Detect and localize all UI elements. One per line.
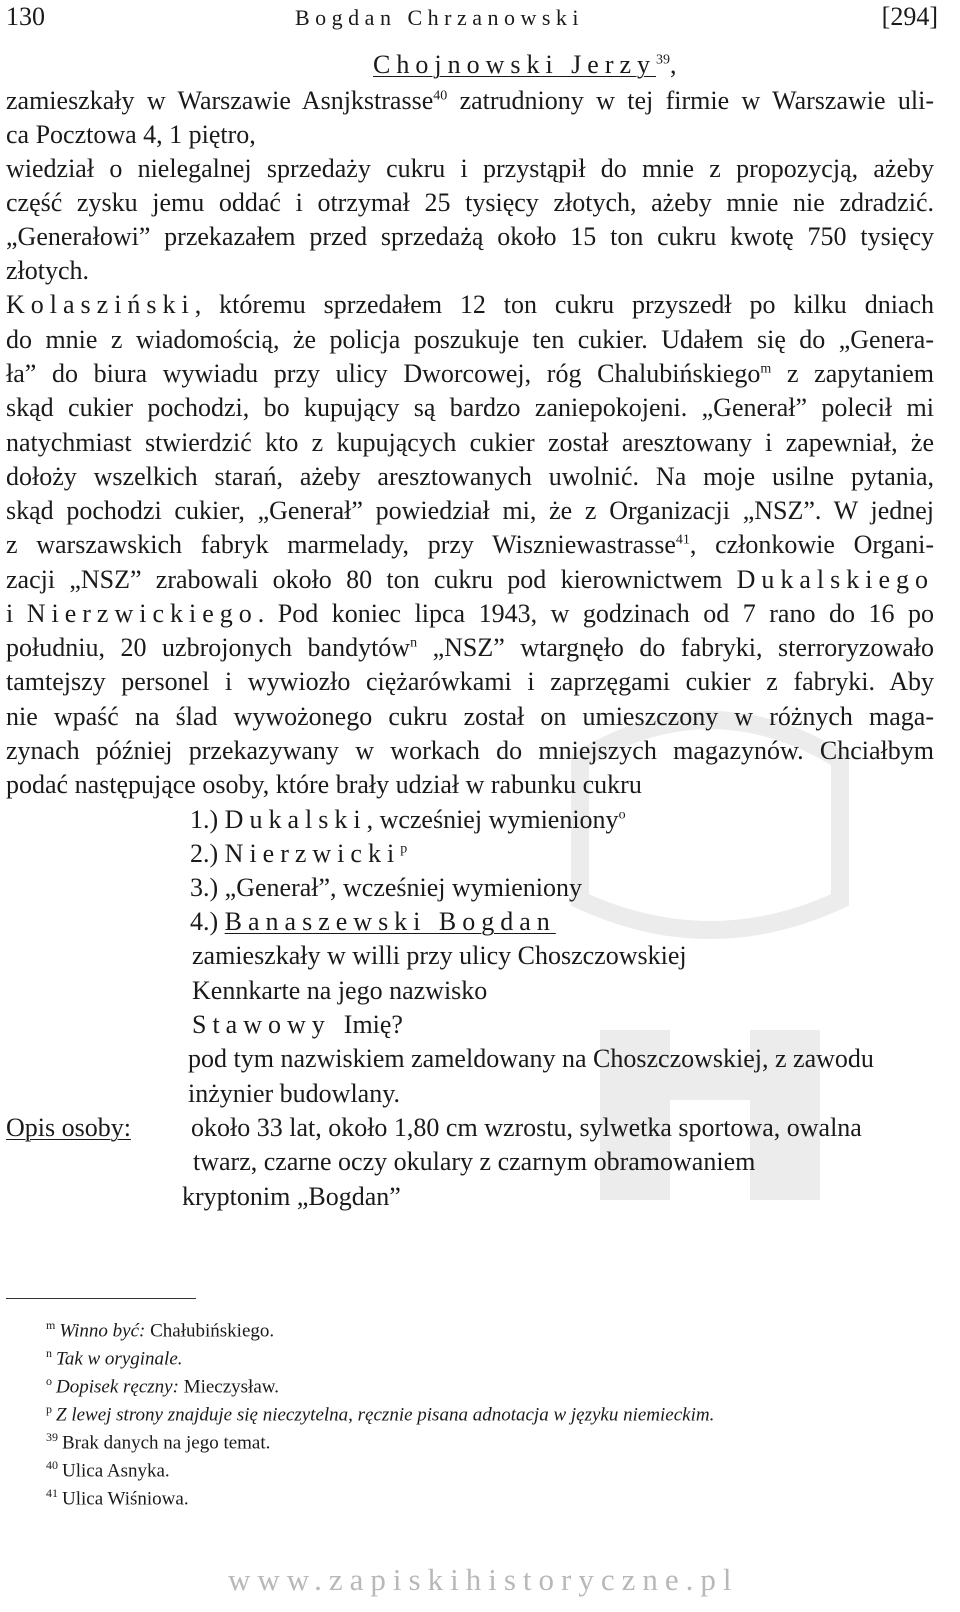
text-line: dołoży wszelkich starań, ażeby aresztowanych uwolnić. Na moje usilne pytania, bbox=[6, 462, 934, 491]
footnote: $^{40}$ Ulica Asnyka. bbox=[46, 1458, 170, 1482]
text-line: skąd cukier pochodzi, bo kupujący są bardzo zaniepokojeni. „Generał” polecił mi bbox=[6, 393, 934, 422]
text-line: z warszawskich fabryk marmelady, przy Wiszniewastrasse$^{41}$, członkowie Organi- bbox=[6, 530, 934, 559]
text-line: Kolasziński, któremu sprzedałem 12 ton cukru przyszedł po kilku dniach bbox=[6, 290, 934, 319]
text-line: złotych. bbox=[6, 256, 90, 285]
text-line: tamtejszy personel i wywiozło ciężarówkami i zaprzęgami cukier z fabryki. Aby bbox=[6, 667, 934, 696]
page-number: 130 bbox=[6, 2, 45, 31]
list-item: 3.) „Generał”, wcześniej wymieniony bbox=[190, 873, 583, 902]
detail-line: kryptonim „Bogdan” bbox=[182, 1182, 401, 1211]
text-line: wiedział o nielegalnej sprzedaży cukru i przystąpił do mnie z propozycją, ażeby bbox=[6, 154, 934, 183]
heading-name: Chojnowski Jerzy$^{39}$, bbox=[373, 50, 677, 79]
detail-line: inżynier budowlany. bbox=[188, 1079, 401, 1108]
running-title: Bogdan Chrzanowski bbox=[295, 5, 585, 30]
footnote: $^{41}$ Ulica Wiśniowa. bbox=[46, 1486, 189, 1510]
footnote: $^m$ Winno być: Chałubińskiego. bbox=[46, 1318, 275, 1342]
detail-line: około 33 lat, około 1,80 cm wzrostu, sylwetka sportowa, owalna bbox=[191, 1113, 862, 1142]
text-line: zamieszkały w Warszawie Asnjkstrasse$^{40}$ zatrudniony w tej firmie w Warszawie uli- bbox=[6, 86, 934, 115]
footer-website: www.zapiskihistoryczne.pl bbox=[228, 1562, 739, 1597]
text-line: do mnie z wiadomością, że policja poszukuje ten cukier. Udałem się do „Genera- bbox=[6, 325, 934, 354]
text-line: „Generałowi” przekazałem przed sprzedażą około 15 ton cukru kwotę 750 tysięcy bbox=[6, 222, 934, 251]
text-line: ca Pocztowa 4, 1 piętro, bbox=[6, 120, 256, 149]
text-line: zynach później przekazywany w workach do mniejszych magazynów. Chciałbym bbox=[6, 736, 934, 765]
footnote: $^n$ Tak w oryginale. bbox=[46, 1346, 183, 1370]
bracket-number: [294] bbox=[881, 2, 938, 31]
footnote-rule bbox=[6, 1298, 196, 1299]
text-line: południu, 20 uzbrojonych bandytów$^n$ „NSZ” wtargnęło do fabryki, sterroryzowało bbox=[6, 633, 934, 662]
detail-line: Kennkarte na jego nazwisko bbox=[192, 976, 488, 1005]
detail-line: twarz, czarne oczy okulary z czarnym obramowaniem bbox=[193, 1147, 756, 1176]
footnote: $^o$ Dopisek ręczny: Mieczysław. bbox=[46, 1374, 280, 1398]
text-line: podać następujące osoby, które brały udział w rabunku cukru bbox=[6, 770, 642, 799]
footnote: $^{39}$ Brak danych na jego temat. bbox=[46, 1430, 271, 1454]
list-item: 4.) Banaszewski Bogdan bbox=[190, 907, 556, 936]
text-line: natychmiast stwierdzić kto z kupujących cukier został aresztowany i zapewniał, że bbox=[6, 428, 934, 457]
detail-line: Stawowy Imię? bbox=[192, 1010, 403, 1039]
text-line: i Nierzwickiego. Pod koniec lipca 1943, w godzinach od 7 rano do 16 po bbox=[6, 599, 934, 628]
text-line: ła” do biura wywiadu przy ulicy Dworcowej, róg Chalubińskiego$^m$ z zapytaniem bbox=[6, 359, 935, 388]
text-line: nie wpaść na ślad wywożonego cukru został on umieszczony w różnych maga- bbox=[6, 702, 934, 731]
list-item: 1.) Dukalski, wcześniej wymieniony$^o$ bbox=[190, 805, 626, 834]
text-line: skąd pochodzi cukier, „Generał” powiedział mi, że z Organizacji „NSZ”. W jednej bbox=[6, 496, 934, 525]
footnote: $^p$ Z lewej strony znajduje się nieczytelna, ręcznie pisana adnotacja w języku niemieckim. bbox=[46, 1402, 715, 1426]
detail-line: zamieszkały w willi przy ulicy Choszczowskiej bbox=[192, 941, 687, 970]
opis-label: Opis osoby: bbox=[6, 1113, 131, 1142]
text-line: zacji „NSZ” zrabowali około 80 ton cukru pod kierownictwem Dukalskiego bbox=[6, 565, 934, 594]
text-line: część zysku jemu oddać i otrzymał 25 tysięcy złotych, ażeby mnie nie zdradzić. bbox=[6, 188, 934, 217]
list-item: 2.) Nierzwicki$^p$ bbox=[190, 839, 408, 868]
detail-line: pod tym nazwiskiem zameldowany na Choszczowskiej, z zawodu bbox=[188, 1044, 874, 1073]
